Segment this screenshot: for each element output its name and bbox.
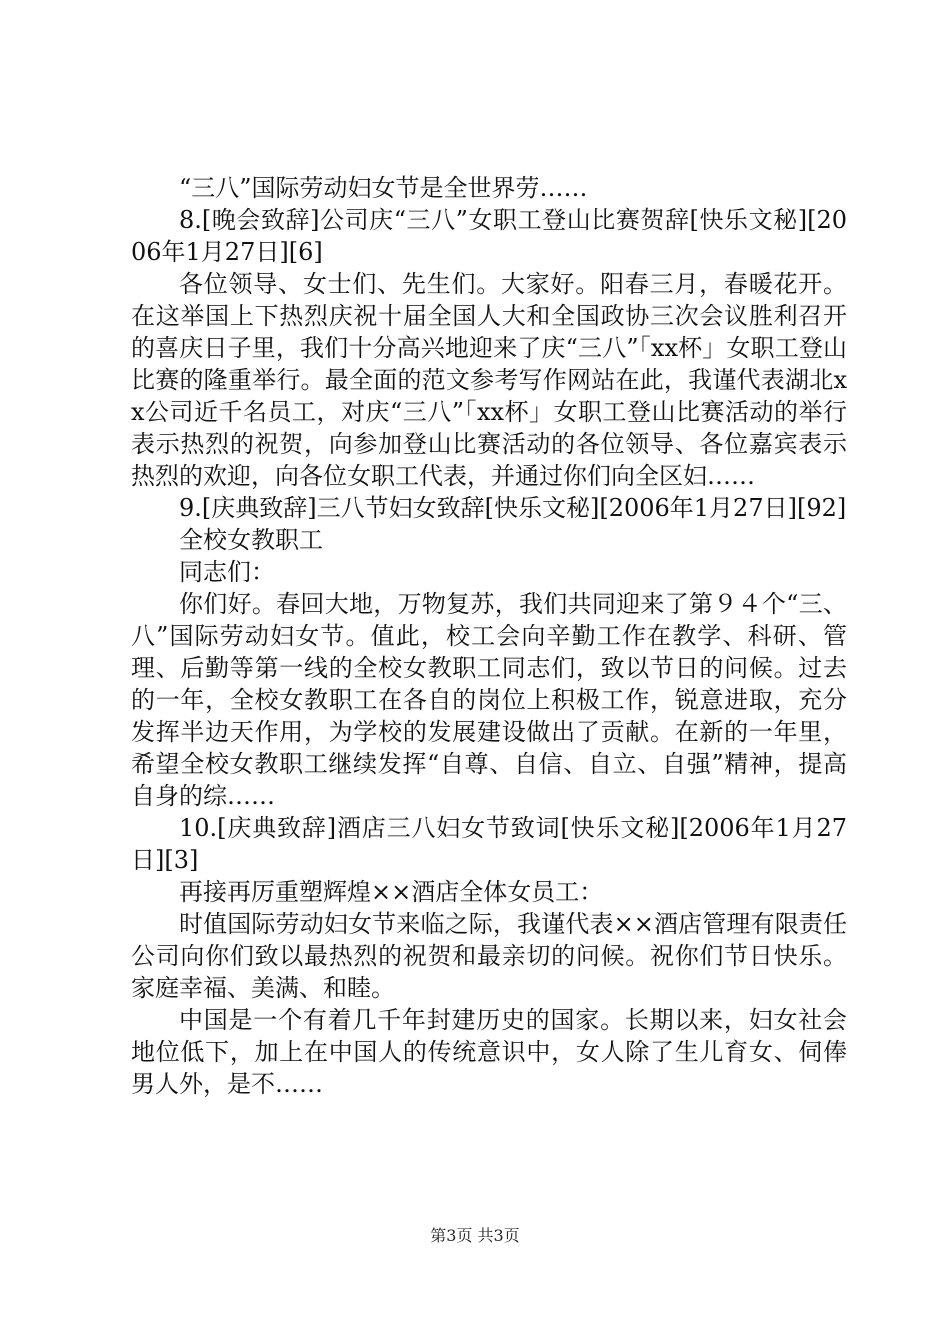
document-body	[131, 172, 847, 1100]
article-heading: 10.[庆典致辞]酒店三八妇女节致词[快乐文秘][2006年1月27日][3]	[131, 814, 847, 874]
salutation: 再接再厉重塑辉煌××酒店全体女员工：	[179, 878, 604, 906]
salutation: 全校女教职工	[179, 526, 323, 554]
paragraph: 各位领导、女士们、先生们。大家好。阳春三月，春暖花开。在这举国上下热烈庆祝十届全国人大和全国政协三次会议胜利召开的喜庆日子里，我们十分高兴地迎来了庆“三八”「xx杯」女职工登山比赛的隆重举行。最全面的范文参考写作网站在此，我谨代表湖北xx公司近千名员工，对庆“三八”「xx杯」女职工登山比赛活动的举行表示热烈的祝贺，向参加登山比赛活动的各位领导、各位嘉宾表示热烈的欢迎，向各位女职工代表，并通过你们向全区妇……	[131, 270, 847, 490]
page-footer: 第3页 共3页	[430, 1226, 520, 1245]
paragraph: 时值国际劳动妇女节来临之际，我谨代表××酒店管理有限责任公司向你们致以最热烈的祝贺和最亲切的问候。祝你们节日快乐。家庭幸福、美满、和睦。	[131, 910, 847, 1002]
article-heading: 9.[庆典致辞]三八节妇女致辞[快乐文秘][2006年1月27日][92]	[179, 494, 847, 522]
paragraph: 你们好。春回大地，万物复苏，我们共同迎来了第９４个“三、八”国际劳动妇女节。值此，校工会向辛勤工作在教学、科研、管理、后勤等第一线的全校女教职工同志们，致以节日的问候。过去的一年，全校女教职工在各自的岗位上积极工作，锐意进取，充分发挥半边天作用，为学校的发展建设做出了贡献。在新的一年里，希望全校女教职工继续发挥“自尊、自信、自立、自强”精神，提高自身的综……	[131, 590, 847, 810]
paragraph: “三八”国际劳动妇女节是全世界劳……	[179, 174, 588, 202]
paragraph: 中国是一个有着几千年封建历史的国家。长期以来，妇女社会地位低下，加上在中国人的传统意识中，女人除了生儿育女、伺俸男人外，是不……	[131, 1006, 847, 1098]
salutation: 同志们：	[179, 558, 275, 586]
article-heading: 8.[晚会致辞]公司庆“三八”女职工登山比赛贺辞[快乐文秘][2006年1月27日][6]	[131, 206, 847, 266]
